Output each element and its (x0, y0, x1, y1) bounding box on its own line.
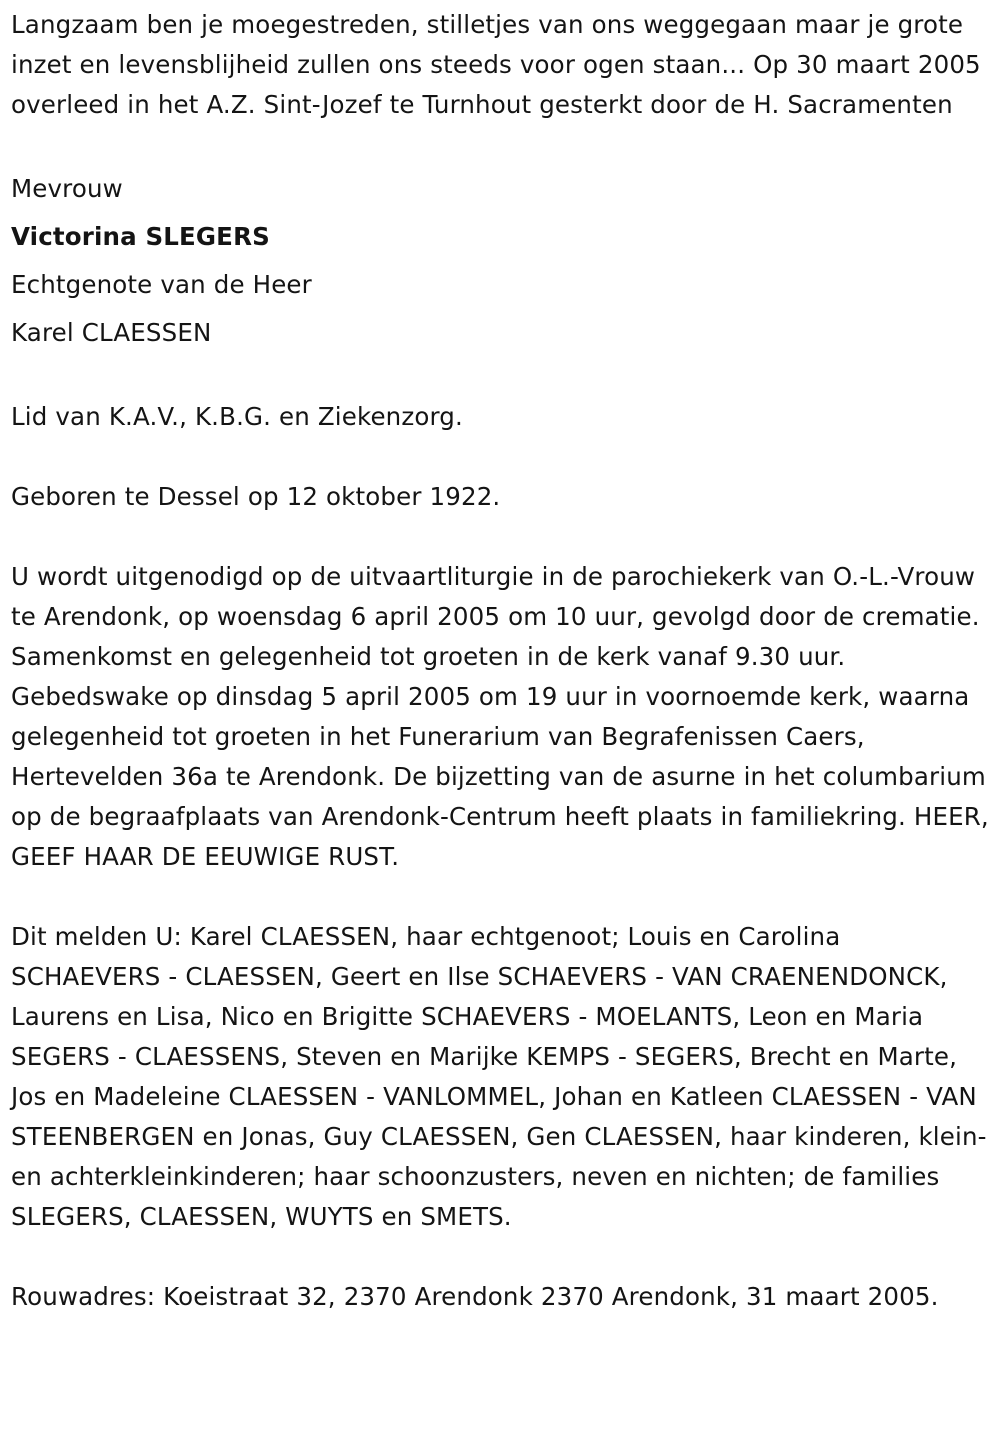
spacer (11, 877, 995, 917)
spacer (11, 357, 995, 397)
mourning-address: Rouwadres: Koeistraat 32, 2370 Arendonk 2370 Arendonk, 31 maart 2005. (11, 1282, 939, 1311)
funeral-paragraph: U wordt uitgenodigd op de uitvaartliturgie in de parochiekerk van O.-L.-Vrouw te Arendonk, op woensdag 6 april 2005 om 10 uur, gevolgd door de crematie. Samenkomst en gelegenheid tot groeten in de kerk vanaf 9.30 uur. Gebedswake op dinsdag 5 april 2005 om 19 uur in voornoemde kerk, waarna gelegenheid tot groeten in het Funerarium van Begrafenissen Caers, Hertevelden 36a te Arendonk. De bijzetting van de asurne in het columbarium op de begraafplaats van Arendonk-Centrum heeft plaats in familiekring. HEER, GEEF HAAR DE EEUWIGE RUST. (11, 562, 989, 871)
salutation: Mevrouw (11, 174, 123, 203)
birth-line: Geboren te Dessel op 12 oktober 1922. (11, 482, 501, 511)
spouse-label: Echtgenote van de Heer (11, 270, 312, 299)
spouse-name: Karel CLAESSEN (11, 318, 212, 347)
spacer (11, 437, 995, 477)
obituary-document (11, 5, 995, 1317)
spacer (11, 1237, 995, 1277)
intro-paragraph: Langzaam ben je moegestreden, stilletjes van ons weggegaan maar je grote inzet en levensblijheid zullen ons steeds voor ogen staan... Op 30 maart 2005 overleed in het A.Z. Sint-Jozef te Turnhout gesterkt door de H. Sacramenten (11, 10, 981, 119)
membership-line: Lid van K.A.V., K.B.G. en Ziekenzorg. (11, 402, 463, 431)
spacer (11, 517, 995, 557)
deceased-name: Victorina SLEGERS (11, 222, 270, 251)
family-paragraph: Dit melden U: Karel CLAESSEN, haar echtgenoot; Louis en Carolina SCHAEVERS - CLAESSEN, Geert en Ilse SCHAEVERS - VAN CRAENENDONCK, Laurens en Lisa, Nico en Brigitte SCHAEVERS - MOELANTS, Leon en Maria SEGERS - CLAESSENS, Steven en Marijke KEMPS - SEGERS, Brecht en Marte, Jos en Madeleine CLAESSEN - VANLOMMEL, Johan en Katleen CLAESSEN - VAN STEENBERGEN en Jonas, Guy CLAESSEN, Gen CLAESSEN, haar kinderen, klein- en achterkleinkinderen; haar schoonzusters, neven en nichten; de families SLEGERS, CLAESSEN, WUYTS en SMETS. (11, 922, 987, 1231)
spacer (11, 125, 995, 165)
